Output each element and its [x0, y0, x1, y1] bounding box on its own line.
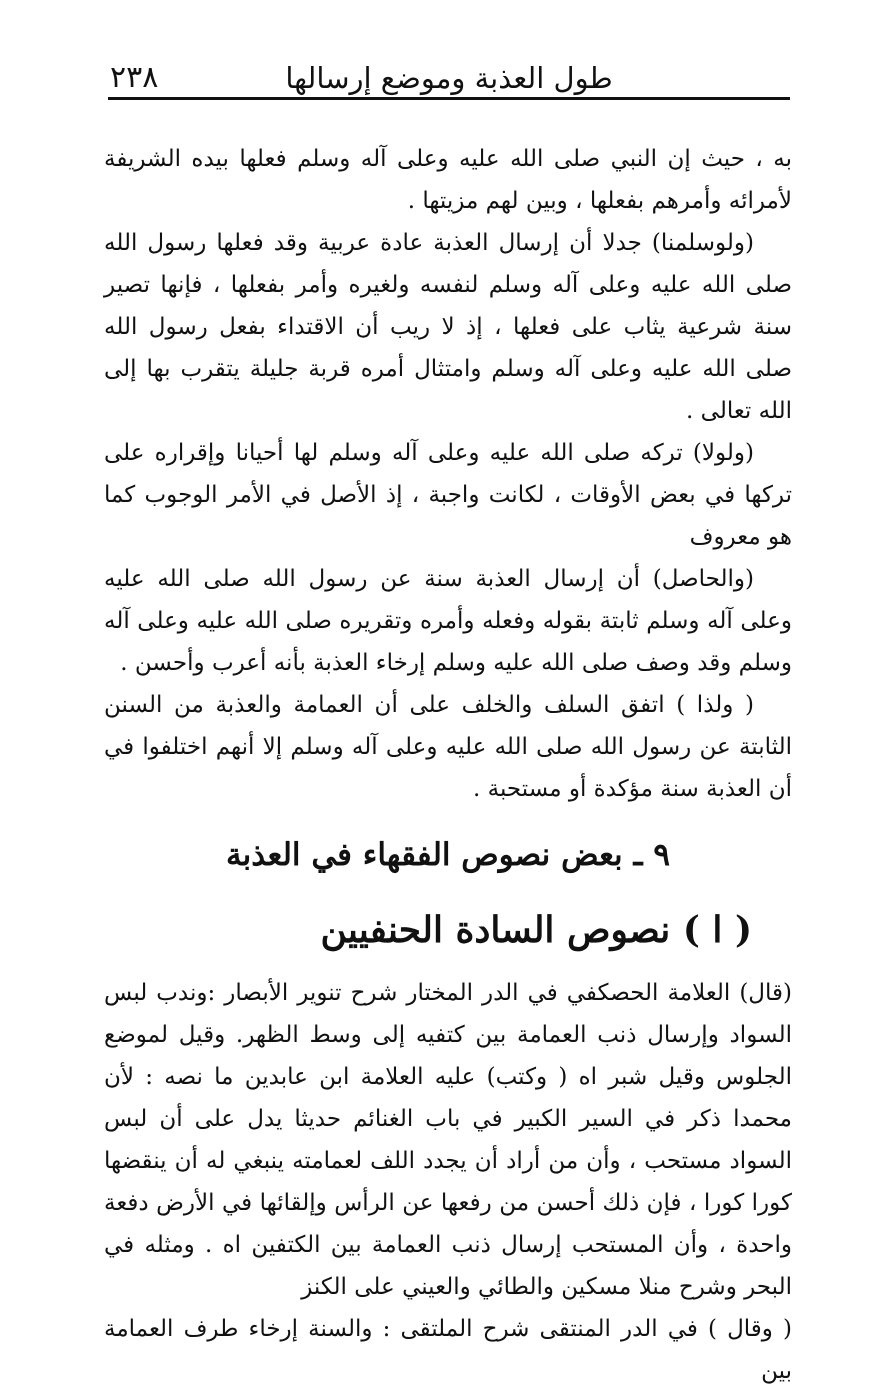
- section-heading: ٩ ـ بعض نصوص الفقهاء في العذبة: [226, 837, 670, 873]
- paragraph-walhasil: (والحاصل) أن إرسال العذبة سنة عن رسول الله صلى الله عليه وعلى آله وسلم ثابتة بقوله وفعله وأمره وتقريره صلى الله عليه وعلى آله وسلم وقد وصف صلى الله عليه وسلم إرخاء العذبة بأنه أعرب وأحسن .: [104, 566, 792, 676]
- running-title: طول العذبة وموضع إرسالها: [285, 61, 613, 95]
- paragraph-walawla: (ولولا) تركه صلى الله عليه وعلى آله وسلم لها أحيانا وإقراره على تركها في بعض الأوقات ، لكانت واجبة ، إذ الأصل في الأمر الوجوب كما هو معروف: [104, 440, 792, 550]
- paragraph-haskafi-quote: (قال) العلامة الحصكفي في الدر المختار شرح تنوير الأبصار :وندب لبس السواد وإرسال ذنب العمامة بين كتفيه إلى وسط الظهر. وقيل لموضع الجلوس وقيل شبر اه ( وكتب) عليه العلامة ابن عابدين ما نصه : لأن محمدا ذكر في السير الكبير في باب الغنائم حديثا يدل على أن لبس السواد مستحب ، وأن من أراد أن يجدد اللف لعمامته ينبغي له أن ينقضها كورا كورا ، فإن ذلك أحسن من رفعها عن الرأس وإلقائها في الأرض دفعة واحدة ، وأن المستحب إرسال ذنب العمامة بين الكتفين اه . ومثله في البحر وشرح منلا مسكين والطائي والعيني على الكنز: [104, 980, 792, 1300]
- paragraph-durr-muntaqa: ( وقال ) في الدر المنتقى شرح الملتقى : والسنة إرخاء طرف العمامة بين: [104, 1316, 792, 1384]
- paragraph-walidha: ( ولذا ) اتفق السلف والخلف على أن العمامة والعذبة من السنن الثابتة عن رسول الله صلى الله عليه وعلى آله وسلم إلا أنهم اختلفوا في أن العذبة سنة مؤكدة أو مستحبة .: [104, 692, 792, 802]
- page-header: [108, 56, 790, 100]
- paragraph-walaw-sallamna: (ولوسلمنا) جدلا أن إرسال العذبة عادة عربية وقد فعلها رسول الله صلى الله عليه وعلى آله وسلم لنفسه ولغيره وأمر بفعلها ، فإنها تصير سنة شرعية يثاب على فعلها ، إذ لا ريب أن الاقتداء بفعل رسول الله صلى الله عليه وعلى آله وسلم وامتثال أمره قربة جليلة يتقرب بها إلى الله تعالى .: [104, 230, 792, 424]
- sub-heading: ( ا ) نصوص السادة الحنفيين: [320, 909, 752, 951]
- page-number: ٢٣٨: [110, 60, 159, 95]
- page-body: [104, 138, 792, 1384]
- header-rule: [108, 97, 790, 100]
- paragraph-continuation: به ، حيث إن النبي صلى الله عليه وعلى آله وسلم فعلها بيده الشريفة لأمرائه وأمرهم بفعلها ، وبين لهم مزيتها .: [104, 146, 792, 214]
